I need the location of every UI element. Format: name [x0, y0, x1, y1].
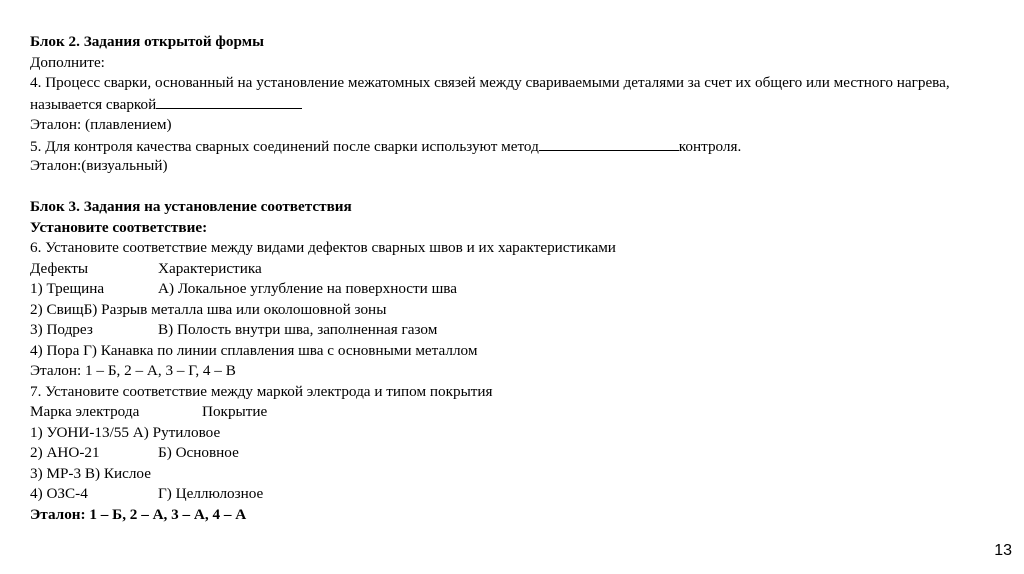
- q6-row: [30, 279, 1000, 300]
- question-5-text-after: контроля.: [678, 137, 742, 155]
- question-6-header: [30, 259, 1000, 280]
- question-7-header-right: Покрытие: [202, 403, 268, 420]
- q7-row: [30, 484, 1000, 505]
- answer-blank-4: [156, 94, 302, 109]
- block3-instruction: Установите соответствие:: [30, 218, 208, 236]
- spacer: [30, 177, 1000, 198]
- question-4-answer: Эталон: (плавлением): [30, 116, 172, 133]
- q6-row: [30, 320, 1000, 341]
- q6-row-right: А) Локальное углубление на поверхности шва: [158, 280, 458, 297]
- q6-row-left: 4) Пора: [30, 341, 80, 359]
- q6-row-left: 1) Трещина: [30, 280, 105, 297]
- question-4-text: 4. Процесс сварки, основанный на установление межатомных связей между свариваемыми деталями за счет их общего или местного нагрева, называется сваркой: [30, 74, 950, 113]
- q7-row: [30, 464, 1000, 485]
- q7-row: [30, 423, 1000, 444]
- q6-row-left: 2) Свищ: [30, 300, 84, 318]
- q7-row-right: Б) Основное: [158, 444, 239, 461]
- question-7-header-left: Марка электрода: [30, 403, 140, 420]
- answer-blank-5: [539, 136, 679, 151]
- q6-row-right: Б) Разрыв металла шва или околошовной зоны: [83, 300, 387, 318]
- block3-heading: Блок 3. Задания на установление соответствия: [30, 198, 352, 215]
- question-7-header: [30, 402, 1000, 423]
- q7-row-right: Г) Целлюлозное: [158, 485, 264, 502]
- q7-row-left: 4) ОЗС-4: [30, 485, 88, 502]
- q7-row-right: В) Кислое: [81, 464, 151, 482]
- slide-content: [30, 32, 1000, 525]
- q7-row-left: 1) УОНИ-13/55: [30, 423, 129, 441]
- question-5: [30, 136, 1000, 157]
- question-7-text: 7. Установите соответствие между маркой электрода и типом покрытия: [30, 382, 493, 400]
- q6-row: [30, 341, 1000, 362]
- q6-row-left: 3) Подрез: [30, 321, 93, 338]
- question-6-text: 6. Установите соответствие между видами дефектов сварных швов и их характеристиками: [30, 239, 616, 256]
- question-7-answer: Эталон: 1 – Б, 2 – А, 3 – А, 4 – А: [30, 505, 247, 523]
- question-6-answer: Эталон: 1 – Б, 2 – А, 3 – Г, 4 – В: [30, 362, 236, 379]
- question-6-header-right: Характеристика: [158, 259, 262, 277]
- question-6-header-left: Дефекты: [30, 259, 89, 277]
- question-5-answer: Эталон:(визуальный): [30, 157, 168, 174]
- q6-row: [30, 300, 1000, 321]
- question-5-text-before: 5. Для контроля качества сварных соединений после сварки используют метод: [30, 137, 539, 155]
- q7-row-left: 3) МР-3: [30, 464, 82, 482]
- block2-instruction: Дополните:: [30, 53, 105, 71]
- q6-row-right: Г) Канавка по линии сплавления шва с основными металлом: [79, 341, 478, 359]
- q7-row-right: А) Рутиловое: [129, 423, 221, 441]
- question-4: [30, 73, 1000, 115]
- q7-row-left: 2) АНО-21: [30, 444, 100, 461]
- page-number: 13: [994, 542, 1012, 559]
- q7-row: [30, 443, 1000, 464]
- block2-heading: Блок 2. Задания открытой формы: [30, 33, 264, 50]
- q6-row-right: В) Полость внутри шва, заполненная газом: [158, 321, 438, 338]
